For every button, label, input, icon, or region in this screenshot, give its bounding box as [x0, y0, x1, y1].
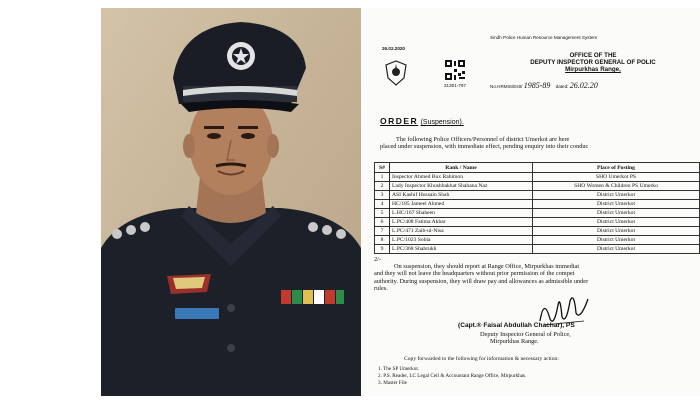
order-document — [362, 8, 700, 396]
system-title: Sindh Police Human Resource Management System — [490, 35, 598, 40]
table-row — [375, 191, 700, 200]
table-row — [375, 182, 700, 191]
rank-name: ASI Kashif Hussain Shah — [390, 191, 533, 200]
order-title: ORDER — [380, 116, 419, 126]
dated-label: dated: — [555, 84, 569, 89]
ref-number: 1985-89 — [523, 81, 551, 90]
column-header: S# — [375, 163, 390, 173]
signatory-line: Mirpurkhas Range. — [490, 338, 539, 346]
qr-code-icon — [444, 59, 466, 86]
table-row — [375, 236, 700, 245]
qr-number: 31301-797 — [444, 83, 466, 88]
place-of-posting: District Umerkot — [533, 209, 700, 218]
table-header-row — [375, 163, 700, 173]
row-number: 7 — [375, 227, 390, 236]
office-line: Mirpurkhas Range, — [565, 66, 621, 73]
rank-name: Inspector Ahmed Bux Rahimon — [390, 173, 533, 182]
signature-icon — [534, 291, 594, 336]
office-header — [490, 52, 696, 73]
office-line: DEPUTY INSPECTOR GENERAL OF POLIC — [530, 59, 656, 66]
row-number: 4 — [375, 200, 390, 209]
place-of-posting: District Umerkot — [533, 236, 700, 245]
copy-forward-intro: Copy forwarded to the following for information & necessary action: — [404, 356, 559, 362]
list-item: 1. The SP Umerkot. — [378, 366, 420, 372]
intro-line: placed under suspension, with immediate effect, pending enquiry into their conduc — [380, 143, 589, 151]
place-of-posting: SHO Women & Children PS Umerko — [533, 182, 700, 191]
table-row — [375, 173, 700, 182]
ref-label: No.HRMIS/Estt/ — [490, 84, 523, 89]
row-number: 3 — [375, 191, 390, 200]
rank-name: L.PC/471 Zaib-ul-Nisa — [390, 227, 533, 236]
para-line: On suspension, they should report at Range Office, Mirpurkhas immediat — [394, 263, 580, 271]
rank-name: L.HC/167 Shaheen — [390, 209, 533, 218]
officer-photo — [101, 8, 361, 396]
copy-forward-list — [378, 366, 526, 387]
place-of-posting: District Umerkot — [533, 245, 700, 254]
intro-paragraph — [380, 136, 588, 150]
para-line: and they will not leave the headquarters without prior permission of the compet — [374, 270, 575, 278]
para-number: 2/- — [374, 256, 381, 263]
signatory-title — [480, 331, 571, 345]
para-line: authority. During suspension, they will draw pay and allowances as admissible under — [374, 277, 589, 285]
document-date: 26.02.2020 — [382, 46, 405, 51]
list-item: 2. P.S. Reader, LC Legal Cell & Accountant Range Office, Mirpurkhas. — [378, 373, 527, 379]
list-item: 3. Master File — [378, 380, 407, 386]
row-number: 2 — [375, 182, 390, 191]
table-row — [375, 200, 700, 209]
row-number: 5 — [375, 209, 390, 218]
table-row — [375, 245, 700, 254]
rank-name: L.PC/368 Shahrukh — [390, 245, 533, 254]
police-emblem-icon — [384, 60, 408, 91]
reference-line — [490, 81, 598, 90]
cap-badge-icon — [227, 42, 255, 70]
rank-name: L.PC/408 Fatima Akbar — [390, 218, 533, 227]
row-number: 6 — [375, 218, 390, 227]
column-header: Place of Posting — [533, 163, 700, 173]
table-row — [375, 227, 700, 236]
office-line: OFFICE OF THE — [569, 52, 617, 59]
rank-name: Lady Inspector Khushbakhat Shahana Naz — [390, 182, 533, 191]
place-of-posting: District Umerkot — [533, 218, 700, 227]
place-of-posting: District Umerkot — [533, 227, 700, 236]
row-number: 1 — [375, 173, 390, 182]
para-two — [374, 256, 588, 292]
suspension-table — [374, 162, 700, 254]
intro-line: The following Police Officers/Personnel of district Umerkot are here — [396, 136, 570, 143]
place-of-posting: SHO Umerkot PS — [533, 173, 700, 182]
para-line: rules. — [374, 284, 388, 292]
table-row — [375, 218, 700, 227]
order-subtitle: (Suspension). — [420, 119, 464, 126]
place-of-posting: District Umerkot — [533, 200, 700, 209]
column-header: Rank / Name — [390, 163, 533, 173]
table-row — [375, 209, 700, 218]
row-number: 9 — [375, 245, 390, 254]
rank-name: HC/185 Jameel Ahmed — [390, 200, 533, 209]
rank-name: L.PC/1023 Sobia — [390, 236, 533, 245]
officer-portrait — [101, 8, 361, 396]
dated-value: 26.02.20 — [569, 81, 598, 90]
order-heading — [380, 116, 464, 126]
place-of-posting: District Umerkot — [533, 191, 700, 200]
signatory-line: Deputy Inspector General of Police, — [480, 331, 571, 338]
signatory-name: (Capt.® Faisal Abdullah Chachar), PS — [458, 322, 575, 329]
row-number: 8 — [375, 236, 390, 245]
